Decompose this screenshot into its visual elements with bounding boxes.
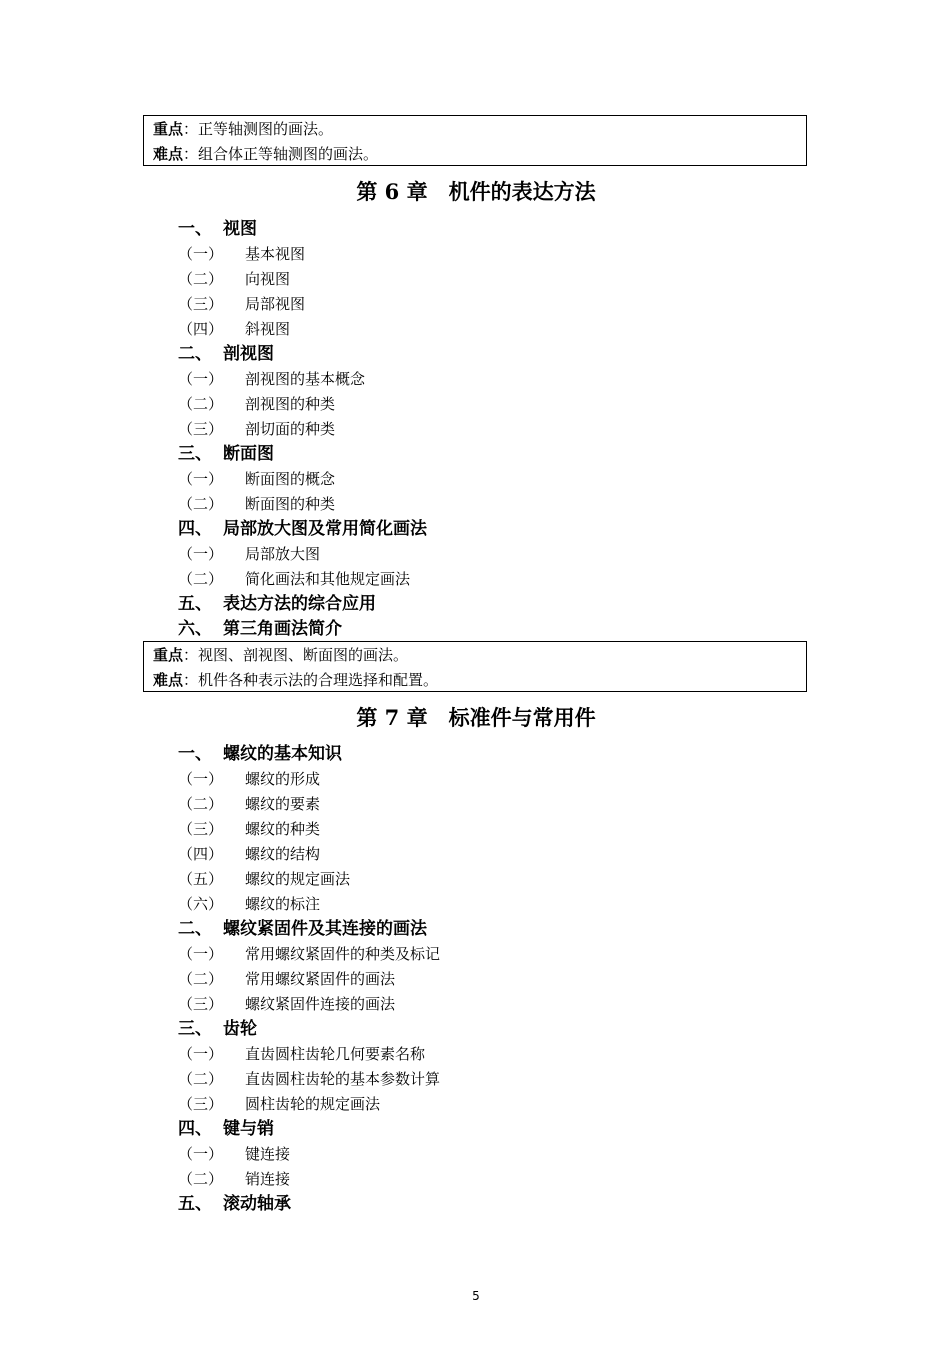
subsection-item <box>178 392 427 417</box>
section-heading <box>178 217 427 242</box>
subsection-text: 常用螺纹紧固件的种类及标记 <box>245 945 441 963</box>
focus-text: ：正等轴测图的画法。 <box>183 120 334 138</box>
subsection-text: 剖切面的种类 <box>245 420 336 438</box>
subsection-text: 剖视图的基本概念 <box>245 370 366 388</box>
subsection-number: （四） <box>178 845 224 863</box>
subsection-number: （三） <box>178 1095 224 1113</box>
chapter-7-outline <box>178 742 440 1217</box>
section-heading <box>178 917 440 942</box>
subsection-item <box>178 767 440 792</box>
subsection-text: 断面图的概念 <box>245 470 336 488</box>
section-title: 齿轮 <box>223 1019 257 1039</box>
section-heading <box>178 517 427 542</box>
subsection-text: 键连接 <box>245 1145 291 1163</box>
subsection-text: 斜视图 <box>245 320 291 338</box>
difficulty-text: ：机件各种表示法的合理选择和配置。 <box>183 671 439 689</box>
subsection-item <box>178 1167 440 1192</box>
subsection-item <box>178 367 427 392</box>
subsection-number: （二） <box>178 795 224 813</box>
section-title: 第三角画法简介 <box>223 619 342 639</box>
section-heading <box>178 1192 440 1217</box>
subsection-text: 圆柱齿轮的规定画法 <box>245 1095 381 1113</box>
subsection-number: （二） <box>178 1170 224 1188</box>
key-points-box-1 <box>143 115 807 166</box>
subsection-text: 直齿圆柱齿轮的基本参数计算 <box>245 1070 441 1088</box>
section-title: 键与销 <box>223 1119 274 1139</box>
subsection-item <box>178 842 440 867</box>
chapter-6-outline <box>178 217 427 642</box>
subsection-number: （二） <box>178 270 224 288</box>
section-heading <box>178 617 427 642</box>
subsection-item <box>178 292 427 317</box>
subsection-item <box>178 967 440 992</box>
subsection-item <box>178 242 427 267</box>
subsection-number: （二） <box>178 395 224 413</box>
subsection-text: 断面图的种类 <box>245 495 336 513</box>
difficulty-label: 难点 <box>153 145 184 163</box>
subsection-number: （一） <box>178 1145 224 1163</box>
section-title: 螺纹紧固件及其连接的画法 <box>223 919 427 939</box>
section-number: 二、 <box>178 344 212 364</box>
focus-line <box>153 643 806 668</box>
page-number: 5 <box>472 1289 480 1303</box>
subsection-number: （三） <box>178 295 224 313</box>
difficulty-line <box>153 668 806 693</box>
section-heading <box>178 742 440 767</box>
subsection-number: （一） <box>178 545 224 563</box>
subsection-item <box>178 267 427 292</box>
difficulty-text: ：组合体正等轴测图的画法。 <box>183 145 379 163</box>
subsection-number: （二） <box>178 495 224 513</box>
section-title: 表达方法的综合应用 <box>223 594 376 614</box>
section-title: 剖视图 <box>223 344 274 364</box>
subsection-number: （三） <box>178 995 224 1013</box>
subsection-number: （一） <box>178 945 224 963</box>
section-number: 一、 <box>178 744 212 764</box>
subsection-item <box>178 1092 440 1117</box>
subsection-item <box>178 1142 440 1167</box>
subsection-number: （一） <box>178 1045 224 1063</box>
subsection-text: 螺纹的要素 <box>245 795 321 813</box>
section-title: 视图 <box>223 219 257 239</box>
subsection-item <box>178 942 440 967</box>
subsection-item <box>178 1067 440 1092</box>
difficulty-line <box>153 142 806 167</box>
section-title: 局部放大图及常用简化画法 <box>223 519 427 539</box>
subsection-text: 常用螺纹紧固件的画法 <box>245 970 396 988</box>
section-number: 三、 <box>178 1019 212 1039</box>
subsection-item <box>178 892 440 917</box>
subsection-number: （三） <box>178 420 224 438</box>
subsection-text: 螺纹紧固件连接的画法 <box>245 995 396 1013</box>
section-number: 四、 <box>178 519 212 539</box>
subsection-item <box>178 992 440 1017</box>
section-number: 四、 <box>178 1119 212 1139</box>
subsection-text: 直齿圆柱齿轮几何要素名称 <box>245 1045 426 1063</box>
section-number: 二、 <box>178 919 212 939</box>
section-number: 一、 <box>178 219 212 239</box>
section-heading <box>178 442 427 467</box>
subsection-text: 螺纹的结构 <box>245 845 321 863</box>
focus-line <box>153 117 806 142</box>
subsection-text: 向视图 <box>245 270 291 288</box>
focus-label: 重点 <box>153 646 184 664</box>
subsection-text: 螺纹的规定画法 <box>245 870 351 888</box>
subsection-item <box>178 867 440 892</box>
section-title: 螺纹的基本知识 <box>223 744 342 764</box>
subsection-item <box>178 817 440 842</box>
chapter-6-title: 第 6 章 机件的表达方法 <box>356 179 596 204</box>
subsection-text: 销连接 <box>245 1170 291 1188</box>
subsection-text: 基本视图 <box>245 245 306 263</box>
subsection-number: （一） <box>178 770 224 788</box>
subsection-number: （四） <box>178 320 224 338</box>
focus-label: 重点 <box>153 120 184 138</box>
section-title: 断面图 <box>223 444 274 464</box>
subsection-item <box>178 567 427 592</box>
subsection-text: 简化画法和其他规定画法 <box>245 570 411 588</box>
subsection-number: （五） <box>178 870 224 888</box>
difficulty-label: 难点 <box>153 671 184 689</box>
subsection-text: 螺纹的形成 <box>245 770 321 788</box>
section-number: 五、 <box>178 1194 212 1214</box>
subsection-text: 局部放大图 <box>245 545 321 563</box>
subsection-item <box>178 467 427 492</box>
subsection-item <box>178 792 440 817</box>
subsection-number: （三） <box>178 820 224 838</box>
subsection-item <box>178 492 427 517</box>
subsection-text: 剖视图的种类 <box>245 395 336 413</box>
section-heading <box>178 1017 440 1042</box>
subsection-item <box>178 1042 440 1067</box>
section-number: 三、 <box>178 444 212 464</box>
subsection-item <box>178 542 427 567</box>
subsection-number: （一） <box>178 370 224 388</box>
subsection-number: （二） <box>178 570 224 588</box>
section-heading <box>178 592 427 617</box>
section-title: 滚动轴承 <box>223 1194 291 1214</box>
focus-text: ：视图、剖视图、断面图的画法。 <box>183 646 409 664</box>
section-heading <box>178 342 427 367</box>
chapter-7-title: 第 7 章 标准件与常用件 <box>356 705 596 730</box>
subsection-number: （六） <box>178 895 224 913</box>
subsection-text: 局部视图 <box>245 295 306 313</box>
subsection-number: （一） <box>178 470 224 488</box>
subsection-item <box>178 417 427 442</box>
section-number: 五、 <box>178 594 212 614</box>
subsection-text: 螺纹的种类 <box>245 820 321 838</box>
subsection-number: （二） <box>178 970 224 988</box>
subsection-number: （二） <box>178 1070 224 1088</box>
subsection-number: （一） <box>178 245 224 263</box>
key-points-box-2 <box>143 641 807 692</box>
subsection-text: 螺纹的标注 <box>245 895 321 913</box>
section-heading <box>178 1117 440 1142</box>
section-number: 六、 <box>178 619 212 639</box>
subsection-item <box>178 317 427 342</box>
